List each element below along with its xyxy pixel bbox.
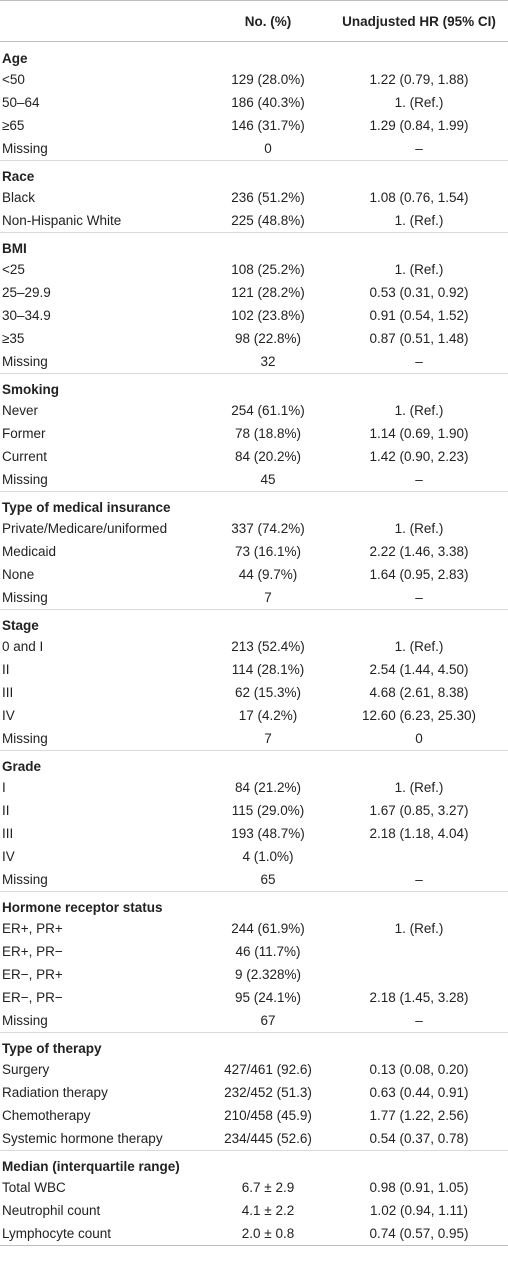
table-body [0,42,508,1246]
table-row [0,468,508,491]
row-hazard-ratio: 1.22 (0.79, 1.88) [369,72,469,87]
table-row [0,137,508,160]
table-row [0,281,508,304]
row-count: 121 (28.2%) [231,285,305,300]
row-variable: Surgery [2,1062,50,1077]
table-row [0,704,508,727]
row-variable: I [2,780,6,795]
table-header [0,0,508,42]
row-hazard-ratio: 0.87 (0.51, 1.48) [369,331,469,346]
table-row [0,304,508,327]
row-count: 67 [260,1013,276,1028]
row-count: 44 (9.7%) [238,567,298,582]
row-variable: ≥35 [2,331,25,346]
table-row [0,563,508,586]
section-title [0,750,508,776]
row-hazard-ratio: 1.02 (0.94, 1.11) [369,1203,469,1218]
row-count: 0 [264,141,272,156]
row-count: 6.7 ± 2.9 [241,1180,295,1195]
row-variable: 30–34.9 [2,308,51,323]
row-count: 225 (48.8%) [231,213,305,228]
row-count: 46 (11.7%) [235,944,301,959]
row-variable: II [2,662,10,677]
row-hazard-ratio: 4.68 (2.61, 8.38) [369,685,469,700]
row-count: 108 (25.2%) [231,262,305,277]
row-count: 32 [260,354,276,369]
row-count: 102 (23.8%) [231,308,305,323]
section-title [0,1032,508,1058]
table-row [0,845,508,868]
row-variable: 0 and I [2,639,44,654]
section-label: Grade [2,759,42,774]
row-hazard-ratio: 2.22 (1.46, 3.38) [369,544,469,559]
table-row [0,1176,508,1199]
section-label: Type of medical insurance [2,500,171,515]
row-variable: Missing [2,590,48,605]
row-hazard-ratio: 1. (Ref.) [394,921,444,936]
row-hazard-ratio: 0.54 (0.37, 0.78) [369,1131,469,1146]
row-variable: IV [2,849,15,864]
row-variable: Lymphocyte count [2,1226,112,1241]
row-hazard-ratio: 1. (Ref.) [394,780,444,795]
table-row [0,1058,508,1081]
table-row [0,422,508,445]
table-row [0,1222,508,1246]
row-count: 9 (2.328%) [234,967,302,982]
row-variable: ER−, PR− [2,990,63,1005]
table-row [0,986,508,1009]
row-variable: Missing [2,354,48,369]
table-row [0,350,508,373]
row-hazard-ratio: 1. (Ref.) [394,213,444,228]
row-variable: III [2,826,14,841]
row-hazard-ratio: – [415,141,423,156]
table-row [0,658,508,681]
row-variable: Neutrophil count [2,1203,101,1218]
row-count: 115 (29.0%) [231,803,305,818]
row-variable: Systemic hormone therapy [2,1131,163,1146]
table-row [0,917,508,940]
row-variable: ER−, PR+ [2,967,63,982]
row-variable: <25 [2,262,25,277]
row-variable: ER+, PR− [2,944,63,959]
row-count: 45 [260,472,276,487]
row-hazard-ratio: 1.42 (0.90, 2.23) [369,449,469,464]
table-row [0,1127,508,1150]
table-row [0,799,508,822]
section-title [0,232,508,258]
table-row [0,399,508,422]
row-hazard-ratio: 0.13 (0.08, 0.20) [369,1062,469,1077]
row-hazard-ratio: 1. (Ref.) [394,639,444,654]
row-count: 244 (61.9%) [231,921,305,936]
table-row [0,586,508,609]
table-row [0,114,508,137]
table-row [0,963,508,986]
row-hazard-ratio: 0.98 (0.91, 1.05) [369,1180,469,1195]
row-hazard-ratio: 1. (Ref.) [394,262,444,277]
row-variable: Missing [2,1013,48,1028]
table-row [0,68,508,91]
table-row [0,445,508,468]
row-count: 146 (31.7%) [231,118,305,133]
row-count: 129 (28.0%) [231,72,305,87]
section-title [0,373,508,399]
row-hazard-ratio: 0.74 (0.57, 0.95) [369,1226,469,1241]
row-hazard-ratio: 1.14 (0.69, 1.90) [369,426,469,441]
row-count: 234/445 (52.6) [224,1131,312,1146]
row-count: 232/452 (51.3) [224,1085,312,1100]
row-variable: Current [2,449,48,464]
row-variable: ≥65 [2,118,25,133]
row-count: 7 [264,590,272,605]
row-hazard-ratio: 1.08 (0.76, 1.54) [369,190,469,205]
row-hazard-ratio: 1.67 (0.85, 3.27) [369,803,469,818]
row-hazard-ratio: 0.63 (0.44, 0.91) [369,1085,469,1100]
row-hazard-ratio: – [415,590,423,605]
row-count: 17 (4.2%) [238,708,298,723]
row-variable: Medicaid [2,544,57,559]
row-count: 62 (15.3%) [234,685,302,700]
row-hazard-ratio: 2.54 (1.44, 4.50) [369,662,469,677]
section-title [0,42,508,68]
row-hazard-ratio: 1.77 (1.22, 2.56) [369,1108,469,1123]
table-row [0,822,508,845]
row-count: 186 (40.3%) [231,95,305,110]
row-variable: Missing [2,731,48,746]
row-hazard-ratio: 1. (Ref.) [394,521,444,536]
section-label: Race [2,169,35,184]
row-variable: Radiation therapy [2,1085,108,1100]
row-count: 213 (52.4%) [231,639,305,654]
row-hazard-ratio: 12.60 (6.23, 25.30) [361,708,477,723]
section-title [0,1150,508,1176]
row-variable: Total WBC [2,1180,66,1195]
table-row [0,635,508,658]
row-count: 2.0 ± 0.8 [241,1226,295,1241]
table-row [0,940,508,963]
row-variable: Private/Medicare/uniformed [2,521,168,536]
row-count: 337 (74.2%) [231,521,305,536]
row-count: 193 (48.7%) [231,826,305,841]
table-row [0,209,508,232]
section-title [0,891,508,917]
section-label: Stage [2,618,39,633]
table-row [0,1081,508,1104]
row-hazard-ratio: 1.64 (0.95, 2.83) [369,567,469,582]
row-variable: Chemotherapy [2,1108,91,1123]
row-count: 73 (16.1%) [234,544,302,559]
row-count: 427/461 (92.6) [224,1062,312,1077]
row-count: 210/458 (45.9) [224,1108,312,1123]
row-count: 95 (24.1%) [234,990,302,1005]
row-count: 7 [264,731,272,746]
table-row [0,540,508,563]
row-count: 78 (18.8%) [234,426,302,441]
table-row [0,91,508,114]
row-variable: Black [2,190,36,205]
row-hazard-ratio: 0 [415,731,423,746]
row-count: 84 (21.2%) [234,780,302,795]
row-variable: 25–29.9 [2,285,51,300]
row-count: 236 (51.2%) [231,190,305,205]
section-title [0,609,508,635]
row-count: 114 (28.1%) [231,662,305,677]
row-variable: II [2,803,10,818]
row-hazard-ratio: 2.18 (1.45, 3.28) [369,990,469,1005]
row-variable: Missing [2,141,48,156]
row-hazard-ratio: – [415,472,423,487]
row-variable: None [2,567,35,582]
row-variable: ER+, PR+ [2,921,63,936]
header-hazard-ratio: Unadjusted HR (95% CI) [342,13,496,29]
section-label: Smoking [2,382,60,397]
table-row [0,327,508,350]
table-row [0,1009,508,1032]
row-variable: 50–64 [2,95,40,110]
row-variable: Former [2,426,46,441]
table-row [0,258,508,281]
table-row [0,1104,508,1127]
row-count: 98 (22.8%) [234,331,302,346]
section-label: Age [2,51,28,66]
row-variable: IV [2,708,15,723]
row-variable: Never [2,403,39,418]
table-row [0,681,508,704]
row-hazard-ratio: – [415,1013,423,1028]
row-hazard-ratio: 0.91 (0.54, 1.52) [369,308,469,323]
section-label: BMI [2,241,27,256]
row-variable: <50 [2,72,25,87]
row-hazard-ratio: – [415,872,423,887]
row-count: 84 (20.2%) [234,449,302,464]
row-variable: Missing [2,872,48,887]
row-hazard-ratio: 1. (Ref.) [394,403,444,418]
row-count: 4.1 ± 2.2 [241,1203,295,1218]
row-variable: III [2,685,14,700]
row-hazard-ratio: – [415,354,423,369]
table-row [0,517,508,540]
row-count: 65 [260,872,276,887]
table-row [0,776,508,799]
section-label: Hormone receptor status [2,900,163,915]
table-row [0,727,508,750]
row-count: 4 (1.0%) [242,849,294,864]
row-count: 254 (61.1%) [231,403,305,418]
table-row [0,1199,508,1222]
table-row [0,186,508,209]
row-hazard-ratio: 0.53 (0.31, 0.92) [369,285,469,300]
section-label: Type of therapy [2,1041,102,1056]
row-hazard-ratio: 1.29 (0.84, 1.99) [369,118,469,133]
row-variable: Non-Hispanic White [2,213,122,228]
section-title [0,160,508,186]
header-count: No. (%) [244,13,292,29]
table-row [0,868,508,891]
row-hazard-ratio: 1. (Ref.) [394,95,444,110]
row-variable: Missing [2,472,48,487]
section-label: Median (interquartile range) [2,1159,180,1174]
section-title [0,491,508,517]
row-hazard-ratio: 2.18 (1.18, 4.04) [369,826,469,841]
